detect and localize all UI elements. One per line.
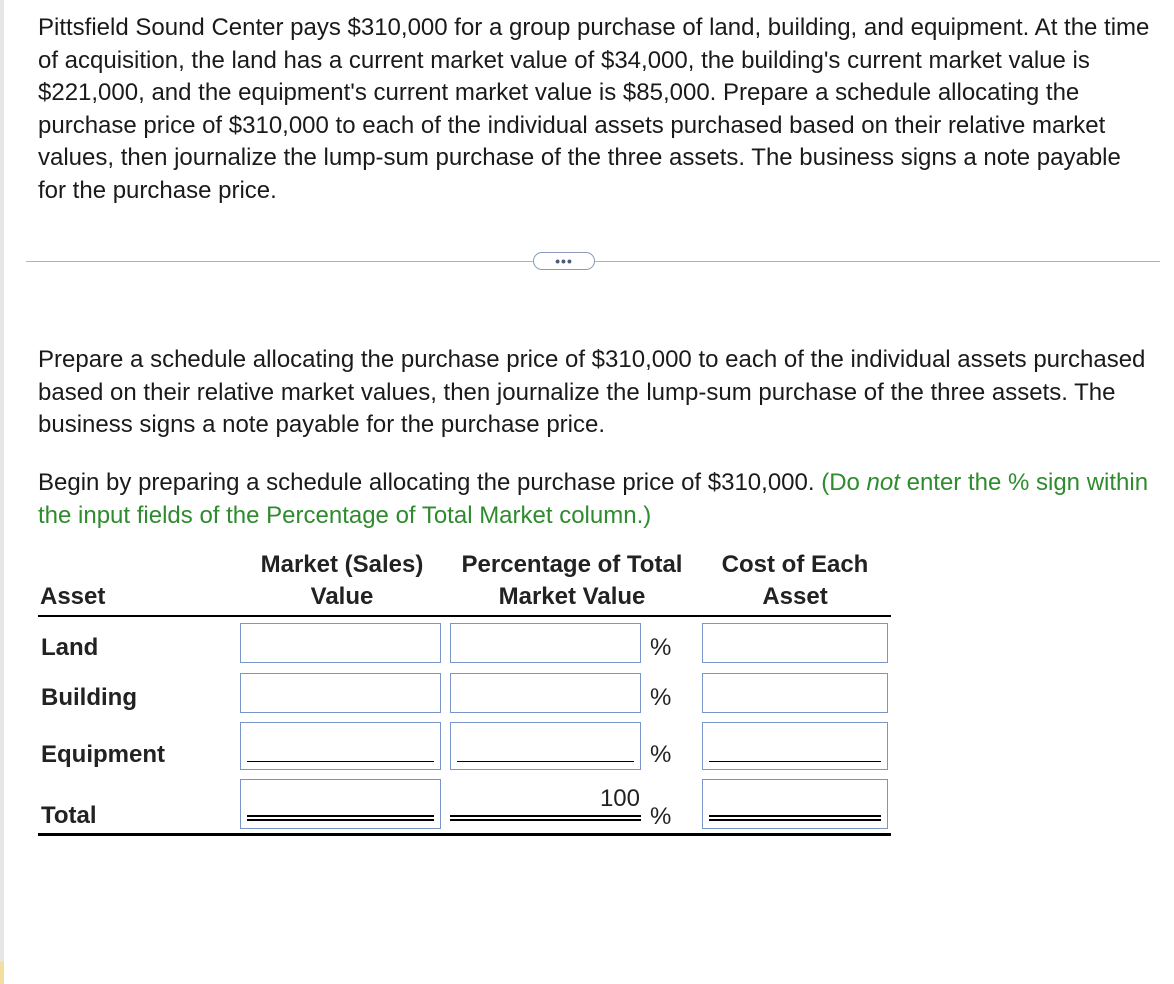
left-margin-accent bbox=[0, 962, 4, 984]
equipment-cost-field[interactable] bbox=[703, 723, 887, 769]
table-bottom-rule bbox=[38, 833, 891, 836]
market-header-line1: Market (Sales) bbox=[260, 551, 424, 578]
hint-prefix: (Do bbox=[821, 469, 867, 496]
row-label-building: Building bbox=[41, 684, 137, 711]
equipment-market-underline bbox=[247, 761, 434, 762]
land-percent-sign: % bbox=[650, 634, 672, 661]
equipment-percent-sign: % bbox=[650, 741, 672, 768]
equipment-cost-input[interactable] bbox=[702, 722, 888, 770]
total-cost-double-underline bbox=[709, 815, 881, 821]
question-prompt: Prepare a schedule allocating the purchase price of $310,000 to each of the individual assets purchased based on their relative market values, then journalize the lump-sum purchase of the three assets. The business signs a note payable for the purchase price. bbox=[38, 346, 1146, 438]
problem-statement: Pittsfield Sound Center pays $310,000 for a group purchase of land, building, and equipment. At the time of acquisition, the land has a current market value of $34,000, the building's current market value is $221,000, and the equipment's current market value is $85,000. Prepare a schedule allocating the purchase price of $310,000 to each of the individual assets purchased based on their relative market values, then journalize the lump-sum purchase of the three assets. The business signs a note payable for the purchase price. bbox=[38, 14, 1150, 204]
total-percentage-value: 100 bbox=[599, 785, 640, 812]
building-cost-input[interactable] bbox=[702, 673, 888, 713]
pct-header-line1: Percentage of Total bbox=[461, 551, 683, 578]
land-cost-input[interactable] bbox=[702, 623, 888, 663]
hint-emphasis: not bbox=[866, 469, 900, 496]
pct-header-line2: Market Value bbox=[498, 583, 646, 610]
land-percentage-input[interactable] bbox=[450, 623, 641, 663]
market-header-line2: Value bbox=[310, 583, 374, 610]
land-market-value-input[interactable] bbox=[240, 623, 441, 663]
land-market-value-field[interactable] bbox=[241, 624, 440, 662]
row-label-land: Land bbox=[41, 634, 99, 661]
cost-header-line2: Asset bbox=[762, 583, 828, 610]
building-percent-sign: % bbox=[650, 684, 672, 711]
equipment-pct-underline bbox=[457, 761, 634, 762]
expand-more-button[interactable]: ••• bbox=[533, 252, 595, 270]
land-cost-field[interactable] bbox=[703, 624, 887, 662]
cost-header-line1: Cost of Each bbox=[721, 551, 869, 578]
building-percentage-field[interactable] bbox=[451, 674, 640, 712]
equipment-percentage-input[interactable] bbox=[450, 722, 641, 770]
building-percentage-input[interactable] bbox=[450, 673, 641, 713]
total-percent-sign: % bbox=[650, 803, 672, 830]
instruction-text bbox=[38, 467, 1153, 532]
instruction-main: Begin by preparing a schedule allocating the purchase price of $310,000. bbox=[38, 469, 815, 496]
column-header-asset: Asset bbox=[40, 583, 106, 610]
row-label-total: Total bbox=[41, 802, 97, 829]
column-header-percentage bbox=[448, 549, 696, 613]
equipment-cost-underline bbox=[709, 761, 881, 762]
equipment-percentage-field[interactable] bbox=[451, 723, 640, 769]
total-market-value-input[interactable] bbox=[240, 779, 441, 829]
header-rule bbox=[38, 615, 891, 617]
land-percentage-field[interactable] bbox=[451, 624, 640, 662]
equipment-market-value-input[interactable] bbox=[240, 722, 441, 770]
building-cost-field[interactable] bbox=[703, 674, 887, 712]
row-label-equipment: Equipment bbox=[41, 741, 165, 768]
column-header-market-value bbox=[244, 549, 440, 613]
building-market-value-input[interactable] bbox=[240, 673, 441, 713]
equipment-market-value-field[interactable] bbox=[241, 723, 440, 769]
hint-suffix: enter the % sign within the input fields of the Percentage of Total Market column.) bbox=[38, 469, 1149, 529]
column-header-cost bbox=[710, 549, 880, 613]
building-market-value-field[interactable] bbox=[241, 674, 440, 712]
total-market-double-underline bbox=[247, 815, 434, 821]
total-pct-double-underline bbox=[450, 815, 641, 821]
left-margin-bar bbox=[0, 0, 4, 984]
total-cost-input[interactable] bbox=[702, 779, 888, 829]
